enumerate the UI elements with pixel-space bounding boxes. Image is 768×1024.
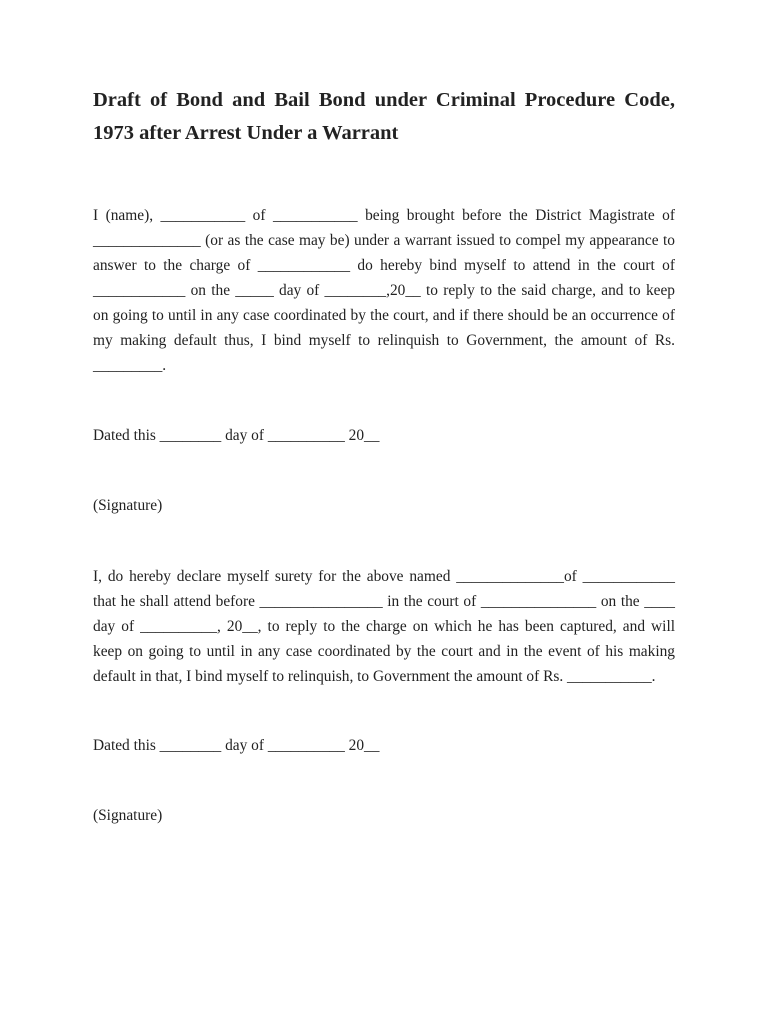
bond-text-line: that he shall attend before ________________ in the court of _______________ on the ____ (93, 593, 675, 610)
bond-text-line: I (name), ___________ of ___________ being brought before the District Magistrate of (93, 207, 675, 224)
bond-text-line: on going to until in any case coordinated by the court, and if there should be an occurrence of (93, 307, 675, 324)
bond-text-line: my making default thus, I bind myself to relinquish to Government, the amount of Rs. (93, 332, 675, 349)
bond-text-line: keep on going to until in any case coordinated by the court and in the event of his making (93, 643, 675, 660)
surety-bond-paragraph (93, 564, 675, 689)
bond-text-line: I, do hereby declare myself surety for the above named ______________of ____________ (93, 568, 675, 585)
accused-bond-paragraph (93, 203, 675, 378)
accused-signature-label: (Signature) (93, 497, 163, 514)
surety-dated-line: Dated this ________ day of __________ 20__ (93, 737, 380, 754)
bond-text-line: answer to the charge of ____________ do hereby bind myself to attend in the court of (93, 257, 675, 274)
document-title (93, 84, 675, 150)
bond-text-line: day of __________, 20__, to reply to the charge on which he has been captured, and will (93, 618, 675, 635)
title-line: Draft of Bond and Bail Bond under Criminal Procedure Code, (93, 89, 675, 111)
surety-signature-label: (Signature) (93, 807, 163, 824)
bond-text-line: _________. (93, 357, 167, 374)
accused-dated-line: Dated this ________ day of __________ 20__ (93, 427, 380, 444)
bond-text-line: ____________ on the _____ day of ________,20__ to reply to the said charge, and to keep (93, 282, 675, 299)
bond-text-line: default in that, I bind myself to relinquish, to Government the amount of Rs. ___________. (93, 668, 656, 685)
bond-text-line: ______________ (or as the case may be) under a warrant issued to compel my appearance to (93, 232, 675, 249)
title-line: 1973 after Arrest Under a Warrant (93, 122, 399, 144)
